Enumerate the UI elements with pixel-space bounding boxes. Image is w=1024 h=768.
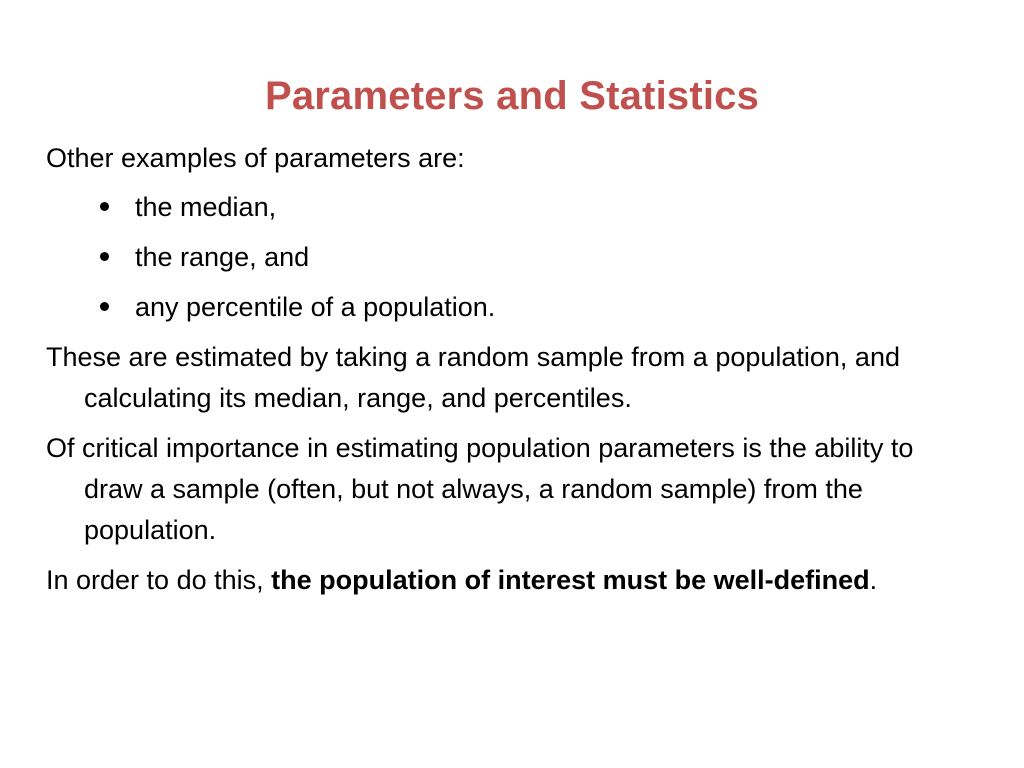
list-item bbox=[46, 287, 976, 328]
closing-emphasis: the population of interest must be well-defined bbox=[271, 565, 870, 595]
list-item-label: the median, bbox=[135, 192, 277, 222]
bullet-icon bbox=[100, 202, 109, 211]
parameter-examples-list bbox=[46, 187, 976, 328]
closing-lead: In order to do this, bbox=[46, 565, 272, 595]
intro-text: Other examples of parameters are: bbox=[46, 143, 465, 173]
slide-body bbox=[46, 138, 976, 601]
list-item bbox=[46, 237, 976, 278]
list-item bbox=[46, 187, 976, 228]
list-item-label: any percentile of a population. bbox=[135, 292, 496, 322]
bullet-icon bbox=[100, 252, 109, 261]
estimation-paragraph: These are estimated by taking a random sample from a population, and calculating its median, range, and percentiles. bbox=[46, 342, 900, 413]
importance-paragraph: Of critical importance in estimating population parameters is the ability to draw a sample (often, but not always, a random sample) from the population. bbox=[46, 433, 914, 545]
slide-title: Parameters and Statistics bbox=[264, 74, 760, 118]
closing-tail: . bbox=[869, 565, 878, 595]
list-item-label: the range, and bbox=[135, 242, 310, 272]
closing-paragraph bbox=[46, 560, 976, 601]
bullet-icon bbox=[100, 302, 109, 311]
